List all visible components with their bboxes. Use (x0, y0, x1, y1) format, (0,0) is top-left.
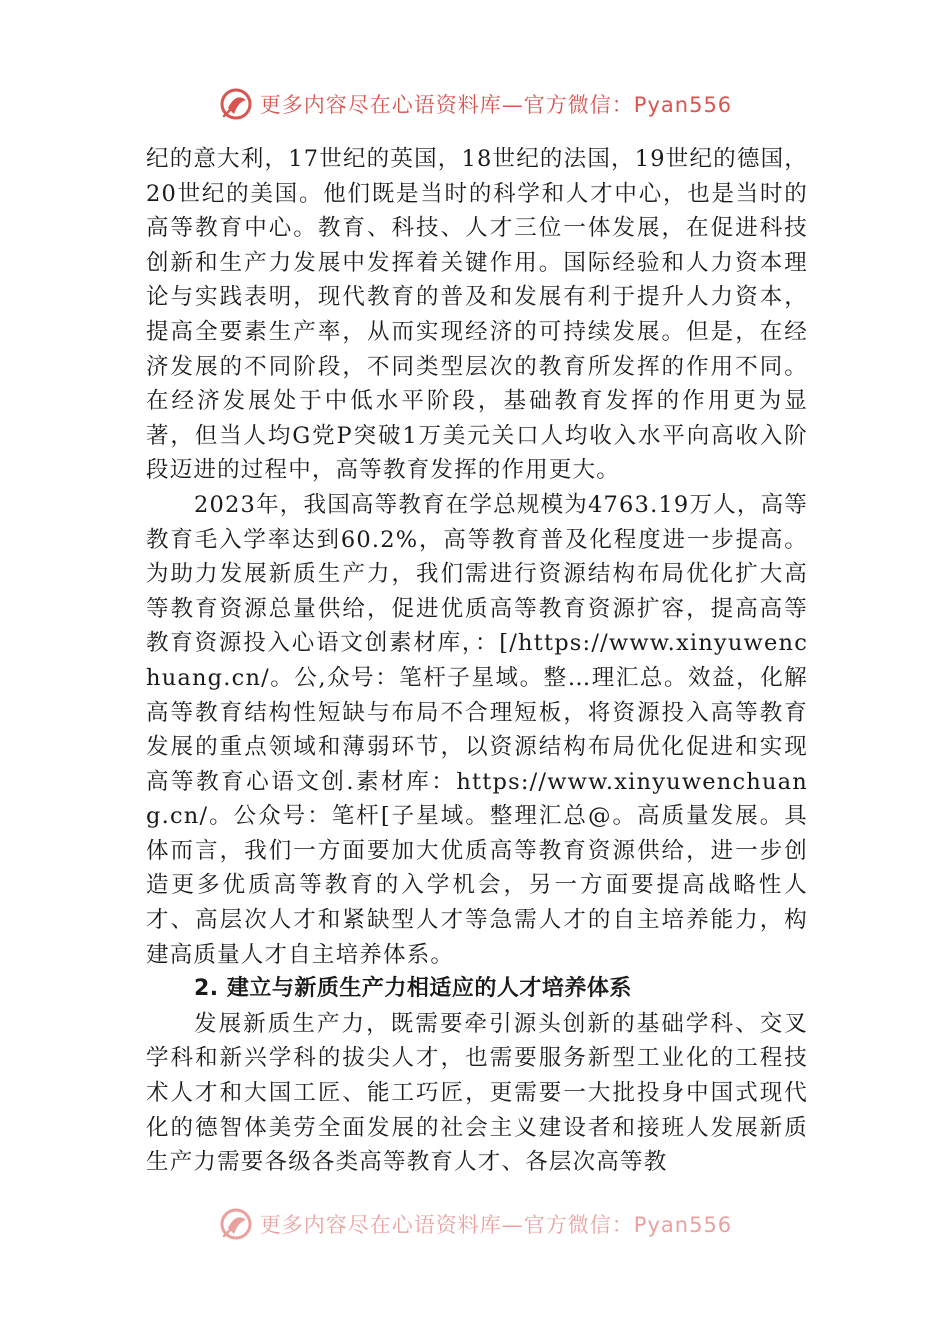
header-banner-text: 更多内容尽在心语资料库—官方微信：Pyan556 (259, 93, 733, 117)
paragraph-continuation: 纪的意大利，17世纪的英国，18世纪的法国，19世纪的德国，20世纪的美国。他们既是当时的科学和人才中心，也是当时的高等教育中心。教育、科技、人才三位一体发展，在促进科技创新和生产力发展中发挥着关键作用。国际经验和人力资本理论与实践表明，现代教育的普及和发展有利于提升人力资本，提高全要素生产率，从而实现经济的可持续发展。但是，在经济发展的不同阶段，不同类型层次的教育所发挥的作用不同。在经济发展处于中低水平阶段，基础教育发挥的作用更为显著，但当人均G党P突破1万美元关口人均收入水平向高收入阶段迈进的过程中，高等教育发挥的作用更大。 (146, 146, 808, 484)
footer-logo-icon (218, 1206, 254, 1242)
footer-banner-text: 更多内容尽在心语资料库—官方微信：Pyan556 (259, 1213, 733, 1237)
document-body (146, 142, 808, 1180)
header-banner (0, 84, 950, 124)
section-heading: 2. 建立与新质生产力相适应的人才培养体系 (194, 976, 632, 1002)
paragraph-higher-education-scale: 2023年，我国高等教育在学总规模为4763.19万人，高等教育毛入学率达到60.2%，高等教育普及化程度进一步提高。为助力发展新质生产力，我们需进行资源结构布局优化扩大高等教育资源总量供给，促进优质高等教育资源扩容，提高高等教育资源投入心语文创素材库，：[/https://www.xinyuwenchuang.cn/。公,众号：笔杆子星域。整…理汇总。效益，化解高等教育结构性短缺与布局不合理短板，将资源投入高等教育发展的重点领域和薄弱环节，以资源结构布局优化促进和实现高等教育心语文创.素材库：https://www.xinyuwenchuang.cn/。公众号：笔杆[子星域。整理汇总@。高质量发展。具体而言，我们一方面要加大优质高等教育资源供给，进一步创造更多优质高等教育的入学机会，另一方面要提高战略性人才、高层次人才和紧缺型人才等急需人才的自主培养能力，构建高质量人才自主培养体系。 (146, 491, 808, 968)
paragraph-talent-system: 发展新质生产力，既需要牵引源头创新的基础学科、交叉学科和新兴学科的拔尖人才，也需要服务新型工业化的工程技术人才和大国工匠、能工巧匠，更需要一大批投身中国式现代化的德智体美劳全面发展的社会主义建设者和接班人发展新质生产力需要各级各类高等教育人才、各层次高等教 (146, 1010, 808, 1176)
brand-logo-icon (218, 86, 254, 122)
footer-banner (0, 1206, 950, 1242)
